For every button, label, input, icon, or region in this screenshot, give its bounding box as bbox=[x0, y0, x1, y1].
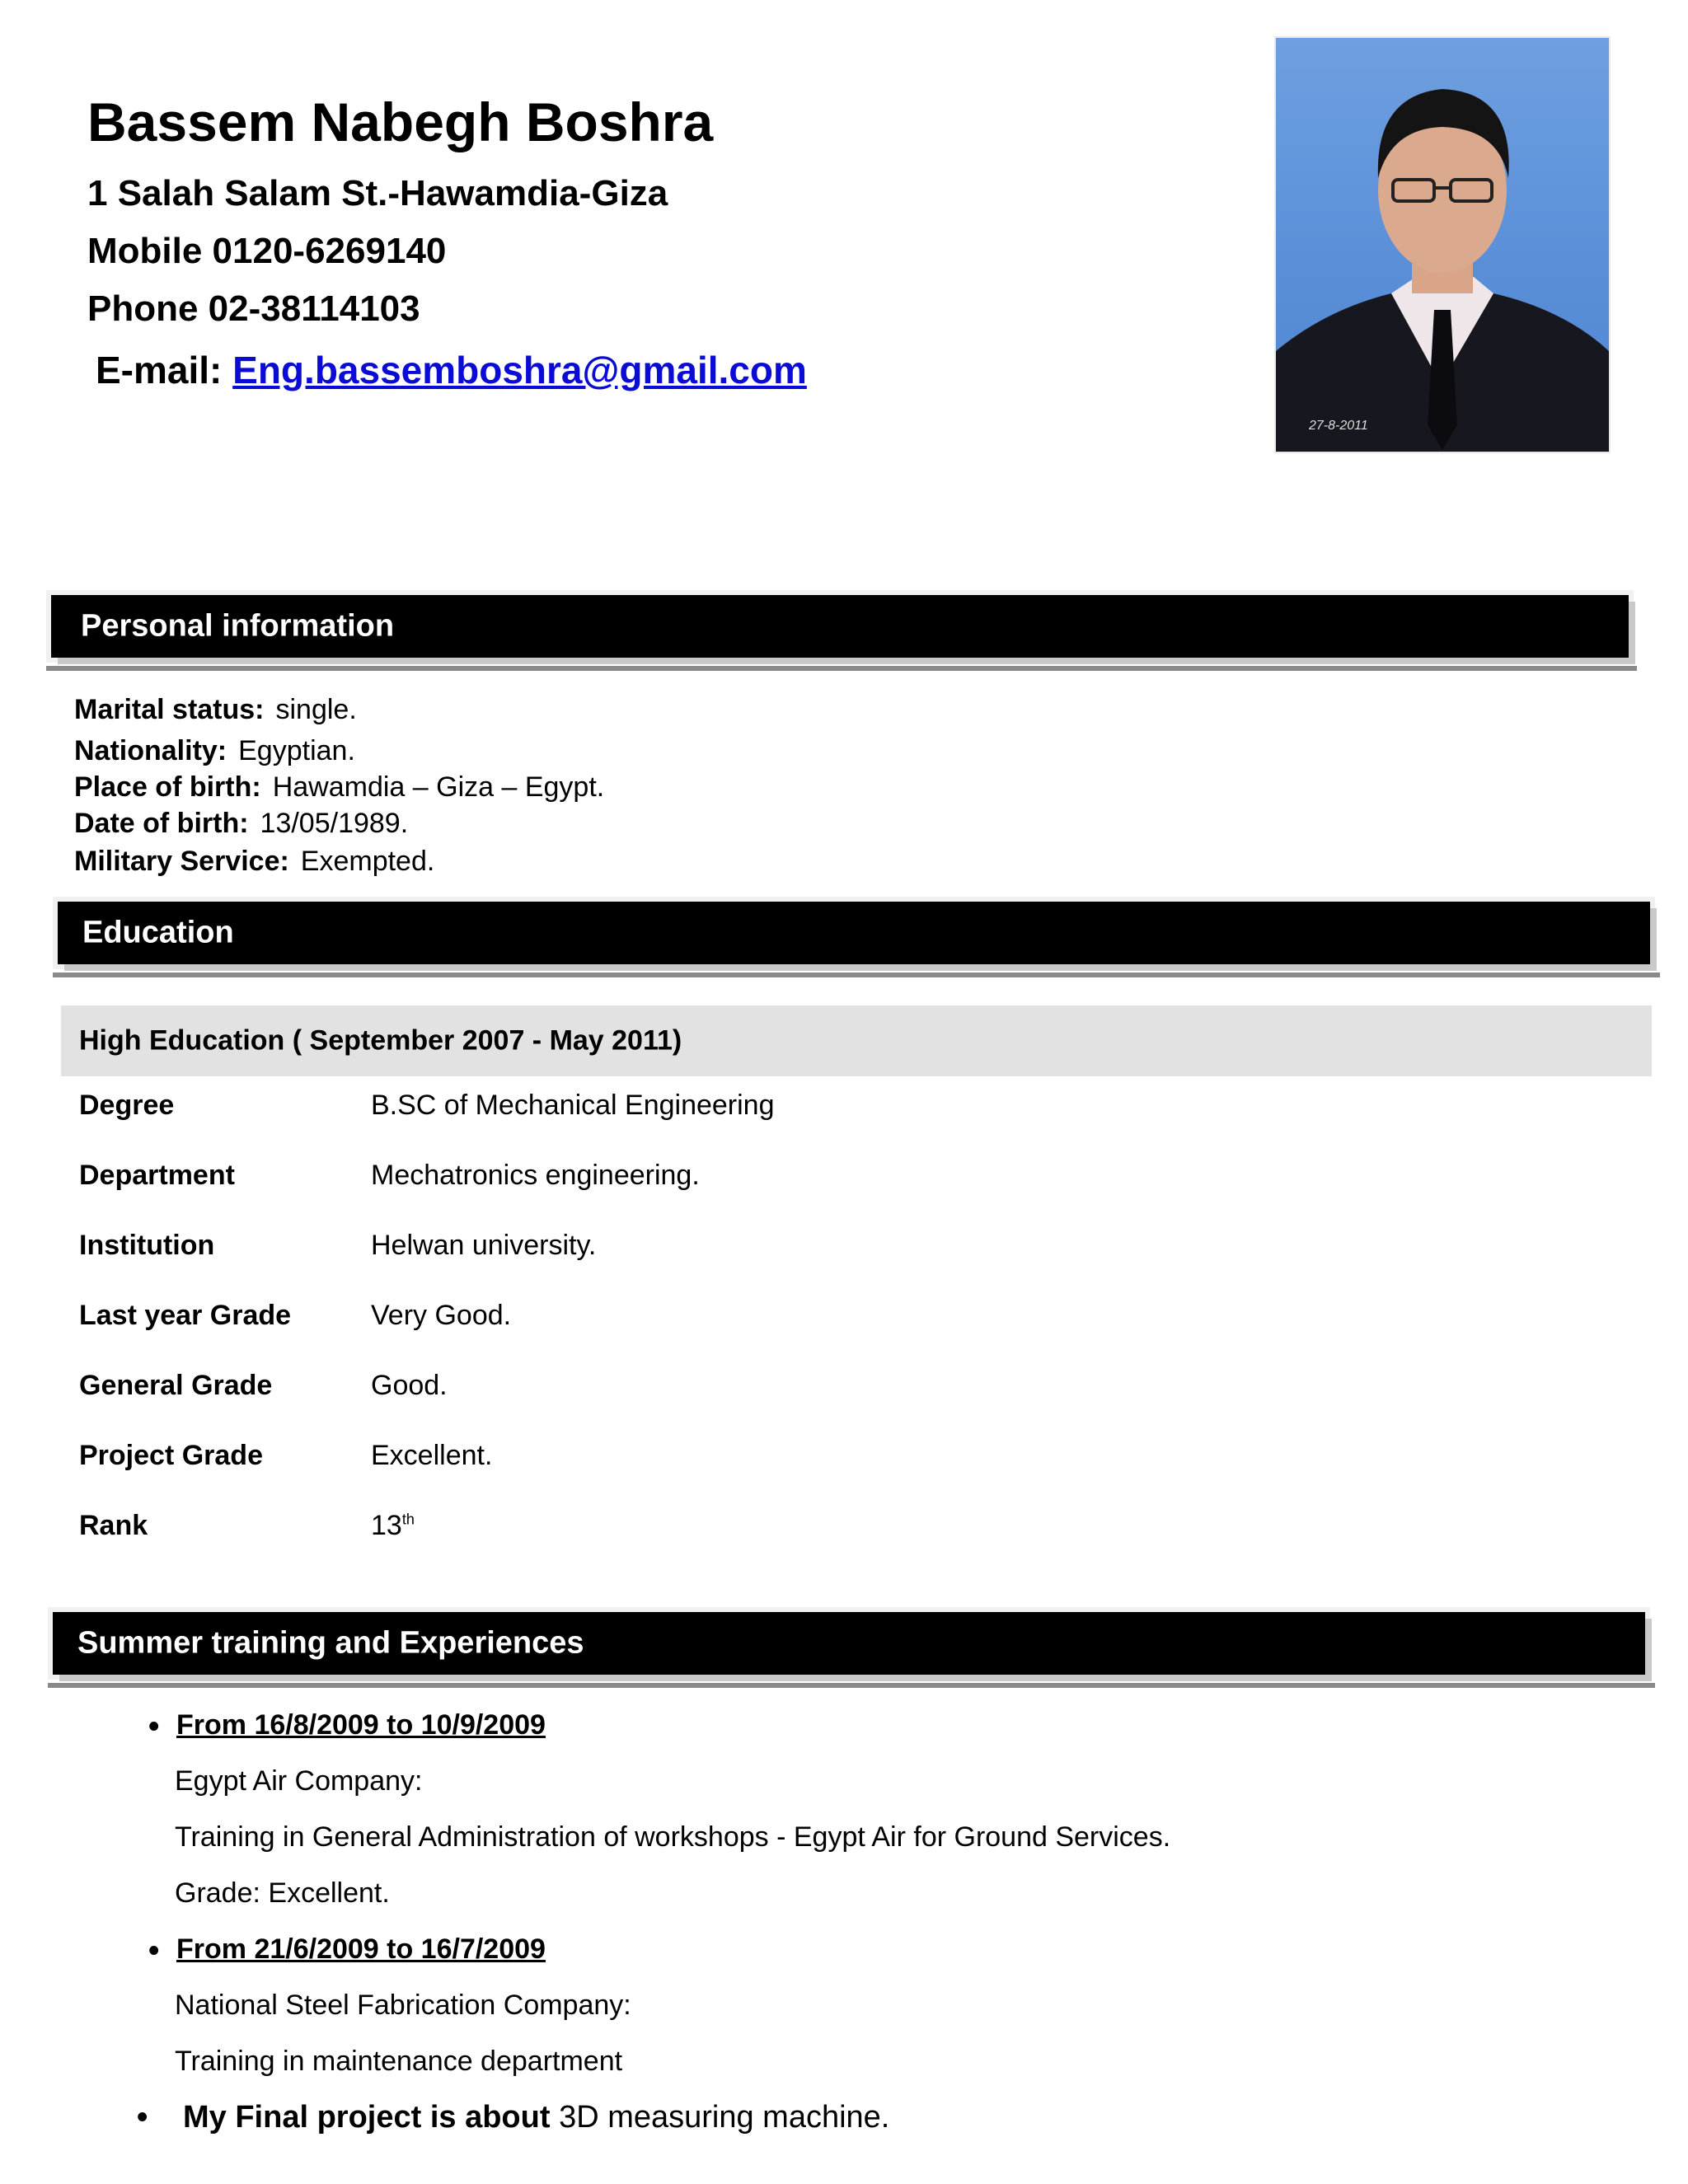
info-value: 13/05/1989. bbox=[260, 808, 409, 839]
edu-value-project-grade: Excellent. bbox=[371, 1440, 493, 1471]
training-grade-1: Grade: Excellent. bbox=[175, 1877, 390, 1909]
info-date-of-birth bbox=[74, 808, 408, 840]
edu-label-degree: Degree bbox=[79, 1090, 175, 1121]
training-company-1: Egypt Air Company: bbox=[175, 1765, 423, 1797]
info-military-service bbox=[74, 846, 434, 878]
rank-number: 13 bbox=[371, 1510, 402, 1541]
edu-value-institution: Helwan university. bbox=[371, 1230, 597, 1261]
edu-label-rank: Rank bbox=[79, 1510, 148, 1541]
section-divider bbox=[48, 1683, 1655, 1688]
education-subheader bbox=[61, 1005, 1652, 1076]
profile-photo bbox=[1276, 38, 1609, 452]
info-label: Place of birth: bbox=[74, 771, 261, 803]
training-period-2: From 21/6/2009 to 16/7/2009 bbox=[176, 1933, 546, 1965]
training-details-2: Training in maintenance department bbox=[175, 2046, 623, 2077]
edu-label-general-grade: General Grade bbox=[79, 1370, 273, 1401]
training-details-1: Training in General Administration of workshops - Egypt Air for Ground Services. bbox=[175, 1821, 1171, 1853]
edu-label-department: Department bbox=[79, 1160, 235, 1191]
candidate-name: Bassem Nabegh Boshra bbox=[87, 91, 714, 152]
mobile-number: Mobile 0120-6269140 bbox=[87, 231, 447, 271]
photo-date-stamp: 27-8-2011 bbox=[1309, 419, 1368, 433]
section-title: Summer training and Experiences bbox=[77, 1625, 584, 1661]
final-project bbox=[183, 2100, 889, 2135]
person-portrait-icon bbox=[1276, 38, 1609, 452]
edu-value-department: Mechatronics engineering. bbox=[371, 1160, 700, 1191]
edu-value-degree: B.SC of Mechanical Engineering bbox=[371, 1090, 775, 1121]
info-value: Exempted. bbox=[300, 846, 435, 877]
info-label: Nationality: bbox=[74, 735, 227, 766]
info-value: single. bbox=[275, 694, 357, 725]
edu-value-last-year-grade: Very Good. bbox=[371, 1300, 512, 1331]
info-label: Marital status: bbox=[74, 694, 265, 725]
edu-label-last-year-grade: Last year Grade bbox=[79, 1300, 292, 1331]
bullet-icon: • bbox=[148, 1709, 160, 1744]
info-value: Hawamdia – Giza – Egypt. bbox=[272, 771, 605, 803]
edu-label-institution: Institution bbox=[79, 1230, 215, 1261]
final-project-label: My Final project is about bbox=[183, 2100, 551, 2135]
section-personal-information bbox=[51, 595, 1629, 658]
edu-value-general-grade: Good. bbox=[371, 1370, 448, 1401]
rank-suffix: th bbox=[401, 1511, 415, 1528]
section-education bbox=[58, 902, 1650, 964]
info-marital-status bbox=[74, 694, 357, 726]
info-label: Military Service: bbox=[74, 846, 289, 877]
info-label: Date of birth: bbox=[74, 808, 249, 839]
email-line bbox=[96, 348, 807, 392]
section-summer-training bbox=[53, 1612, 1645, 1675]
training-company-2: National Steel Fabrication Company: bbox=[175, 1990, 631, 2021]
email-label: E-mail: bbox=[96, 349, 223, 391]
section-divider bbox=[46, 666, 1637, 671]
info-nationality bbox=[74, 735, 355, 767]
edu-label-project-grade: Project Grade bbox=[79, 1440, 263, 1471]
bullet-icon: • bbox=[137, 2100, 148, 2135]
training-period-1: From 16/8/2009 to 10/9/2009 bbox=[176, 1709, 546, 1741]
final-project-value: 3D measuring machine. bbox=[559, 2100, 890, 2135]
section-title: Personal information bbox=[81, 608, 395, 644]
education-period: High Education ( September 2007 - May 2011) bbox=[79, 1024, 682, 1057]
edu-value-rank bbox=[371, 1510, 415, 1542]
address: 1 Salah Salam St.-Hawamdia-Giza bbox=[87, 173, 668, 213]
info-place-of-birth bbox=[74, 771, 604, 804]
section-divider bbox=[53, 972, 1660, 977]
bullet-icon: • bbox=[148, 1933, 160, 1968]
section-title: Education bbox=[82, 915, 234, 950]
info-value: Egyptian. bbox=[238, 735, 355, 766]
email-link[interactable]: Eng.bassemboshra@gmail.com bbox=[232, 349, 807, 391]
phone-number: Phone 02-38114103 bbox=[87, 288, 420, 329]
